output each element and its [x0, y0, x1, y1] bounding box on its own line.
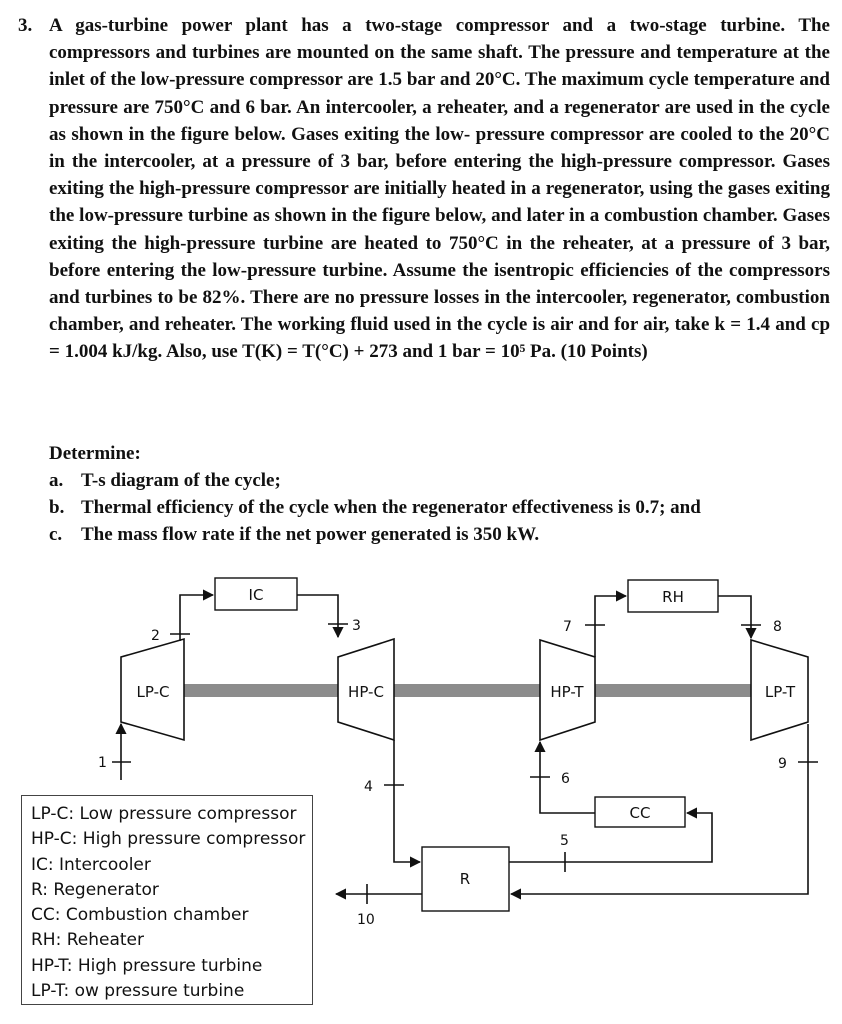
- legend-item: HP-T: High pressure turbine: [31, 955, 263, 976]
- item-marker: a.: [49, 470, 64, 491]
- problem-line: compressors and turbines are mounted on the same shaft. The pressure and temperature: [49, 42, 784, 64]
- problem-line: the high-pressure turbine are heated to 750°C in the reheater, at a pressure of 3 bar,: [111, 232, 831, 254]
- flow-hpt-to-rh: [595, 596, 626, 657]
- problem-statement: [18, 12, 830, 366]
- determine-item: [49, 467, 829, 494]
- problem-line: regenerator, combustion chamber, and reheater. The working fluid used in the cycle is: [49, 287, 830, 336]
- flow-ic-to-hpc: [297, 595, 338, 637]
- state-2-label: 2: [151, 628, 160, 644]
- shaft: [183, 684, 761, 697]
- legend-item: CC: Combustion chamber: [31, 905, 249, 926]
- ic-label: IC: [248, 586, 264, 604]
- problem-line: before entering the high-pressure compressor. Gases exiting the high-pressure: [49, 151, 830, 200]
- state-8-label: 8: [773, 619, 782, 635]
- legend-item: RH: Reheater: [31, 930, 144, 951]
- state-3-label: 3: [352, 618, 361, 634]
- problem-line: at the inlet of the low-pressure compressor are 1.5 bar and 20°C. The maximum cycle: [49, 42, 830, 91]
- problem-number: 3.: [18, 15, 33, 36]
- flow-hpc-to-r: [394, 740, 420, 862]
- hpt-label: HP-T: [550, 683, 584, 701]
- problem-text: [49, 12, 830, 366]
- item-marker: b.: [49, 497, 65, 518]
- problem-line: A gas-turbine power plant has a two-stage compressor and a two-stage turbine. The: [49, 15, 830, 36]
- r-label: R: [459, 870, 471, 888]
- problem-line: before entering the low-pressure turbine. Assume the isentropic efficiencies of the: [49, 259, 730, 281]
- determine-heading: Determine:: [49, 443, 141, 464]
- state-5-label: 5: [560, 833, 569, 849]
- determine-item: [49, 521, 829, 548]
- problem-line: turbine as shown in the figure below, and later in a combustion chamber. Gases exiting: [49, 205, 830, 254]
- hpc-label: HP-C: [348, 683, 384, 701]
- state-4-label: 4: [364, 779, 373, 795]
- lpt-label: LP-T: [764, 683, 796, 701]
- problem-line: compressor are initially heated in a regenerator, using the gases exiting the low-pressure: [49, 178, 830, 227]
- lpc-label: LP-C: [136, 683, 170, 701]
- problem-line: regenerator are used in the cycle as shown in the figure below. Gases exiting the low-: [49, 96, 830, 145]
- state-9-label: 9: [778, 756, 787, 772]
- state-1-label: 1: [98, 755, 107, 771]
- cc-label: CC: [629, 804, 651, 822]
- item-text: T-s diagram of the cycle;: [81, 470, 281, 491]
- problem-line: temperature and pressure are 750°C and 6 bar. An intercooler, a reheater, and a: [49, 69, 830, 118]
- legend-item: LP-T: ow pressure turbine: [31, 981, 245, 1002]
- item-text: The mass flow rate if the net power generated is 350 kW.: [81, 524, 540, 545]
- rh-label: RH: [662, 588, 684, 606]
- problem-line: air and for air, take k = 1.4 and cp = 1.004 kJ/kg. Also, use T(K) = T(°C) + 273 and 1 bar: [49, 314, 831, 363]
- legend-item: R: Regenerator: [31, 879, 159, 900]
- flow-rh-to-lpt: [718, 596, 751, 638]
- state-10-label: 10: [357, 912, 375, 928]
- problem-line: = 10⁵ Pa. (10 Points): [485, 341, 648, 363]
- legend-item: IC: Intercooler: [31, 854, 151, 875]
- problem-line: compressors and turbines to be 82%. There are no pressure losses in the intercooler,: [49, 259, 830, 309]
- state-6-label: 6: [561, 771, 570, 787]
- legend-box: [21, 795, 313, 1005]
- legend-item: LP-C: Low pressure compressor: [31, 804, 297, 824]
- determine-item: [49, 494, 829, 521]
- item-marker: c.: [49, 524, 63, 545]
- legend-item: HP-C: High pressure compressor: [31, 829, 306, 850]
- item-text: Thermal efficiency of the cycle when the regenerator effectiveness is 0.7; and: [81, 497, 701, 518]
- problem-line: pressure compressor are cooled to the 20°C in the intercooler, at a pressure of 3 bar,: [49, 123, 830, 173]
- state-7-label: 7: [563, 619, 572, 635]
- determine-section: [49, 440, 829, 548]
